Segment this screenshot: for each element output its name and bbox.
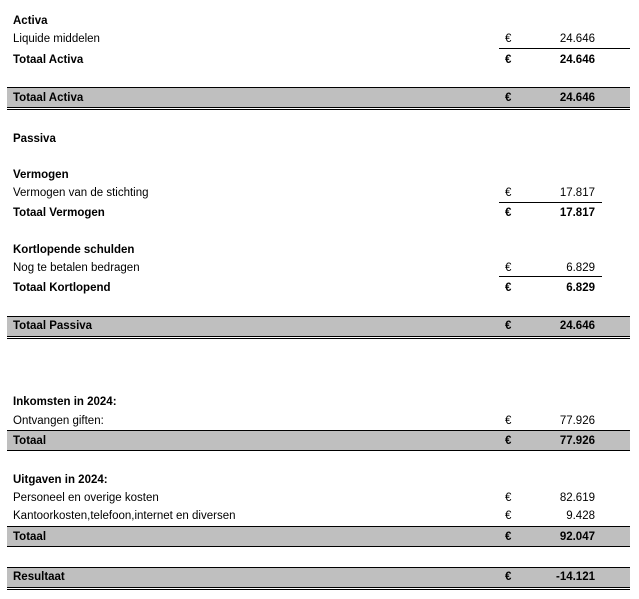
uitgaven-heading: Uitgaven in 2024:	[13, 474, 108, 486]
currency-symbol: €	[505, 54, 512, 66]
inkomsten-heading: Inkomsten in 2024:	[13, 396, 117, 408]
row-label: Kantoorkosten,telefoon,internet en diversen	[13, 510, 236, 522]
currency-symbol: €	[505, 33, 512, 45]
row-amount: 6.829	[566, 262, 595, 274]
total-label: Totaal Activa	[13, 92, 84, 104]
row-label: Nog te betalen bedragen	[13, 262, 140, 274]
total-amount: 77.926	[559, 435, 595, 447]
passiva-heading: Passiva	[13, 133, 56, 145]
total-band	[7, 87, 630, 108]
subtotal-rule	[499, 276, 602, 277]
currency-symbol: €	[505, 415, 512, 427]
total-label: Totaal	[13, 435, 47, 447]
double-underline	[7, 589, 630, 590]
currency-symbol: €	[505, 531, 512, 543]
subtotal-label: Totaal Vermogen	[13, 207, 105, 219]
result-label: Resultaat	[13, 571, 65, 583]
total-amount: 24.646	[559, 92, 595, 104]
total-label: Totaal	[13, 531, 47, 543]
row-amount: 9.428	[566, 510, 595, 522]
row-label: Personeel en overige kosten	[13, 492, 159, 504]
currency-symbol: €	[505, 92, 512, 104]
row-label: Ontvangen giften:	[13, 415, 104, 427]
currency-symbol: €	[505, 282, 512, 294]
row-amount: 77.926	[559, 415, 595, 427]
total-band	[7, 526, 630, 547]
subtotal-amount: 6.829	[566, 282, 595, 294]
subtotal-rule	[499, 48, 630, 49]
currency-symbol: €	[505, 435, 512, 447]
row-label: Vermogen van de stichting	[13, 187, 149, 199]
currency-symbol: €	[505, 492, 512, 504]
subtotal-amount: 17.817	[559, 207, 595, 219]
currency-symbol: €	[505, 510, 512, 522]
subtotal-rule	[499, 202, 602, 203]
currency-symbol: €	[505, 571, 512, 583]
double-underline	[7, 338, 630, 339]
row-amount: 82.619	[559, 492, 595, 504]
currency-symbol: €	[505, 207, 512, 219]
kortlopend-heading: Kortlopende schulden	[13, 244, 135, 256]
double-underline	[7, 109, 630, 110]
result-band	[7, 567, 630, 588]
total-label: Totaal Passiva	[13, 320, 93, 332]
activa-heading: Activa	[13, 15, 48, 27]
result-amount: -14.121	[555, 571, 595, 583]
currency-symbol: €	[505, 320, 512, 332]
row-amount: 17.817	[559, 187, 595, 199]
subtotal-amount: 24.646	[559, 54, 595, 66]
currency-symbol: €	[505, 187, 512, 199]
total-band	[7, 430, 630, 451]
row-amount: 24.646	[559, 33, 595, 45]
subtotal-label: Totaal Kortlopend	[13, 282, 111, 294]
total-amount: 92.047	[559, 531, 595, 543]
vermogen-heading: Vermogen	[13, 169, 69, 181]
row-label: Liquide middelen	[13, 33, 100, 45]
total-amount: 24.646	[559, 320, 595, 332]
currency-symbol: €	[505, 262, 512, 274]
subtotal-label: Totaal Activa	[13, 54, 84, 66]
total-band	[7, 316, 630, 337]
